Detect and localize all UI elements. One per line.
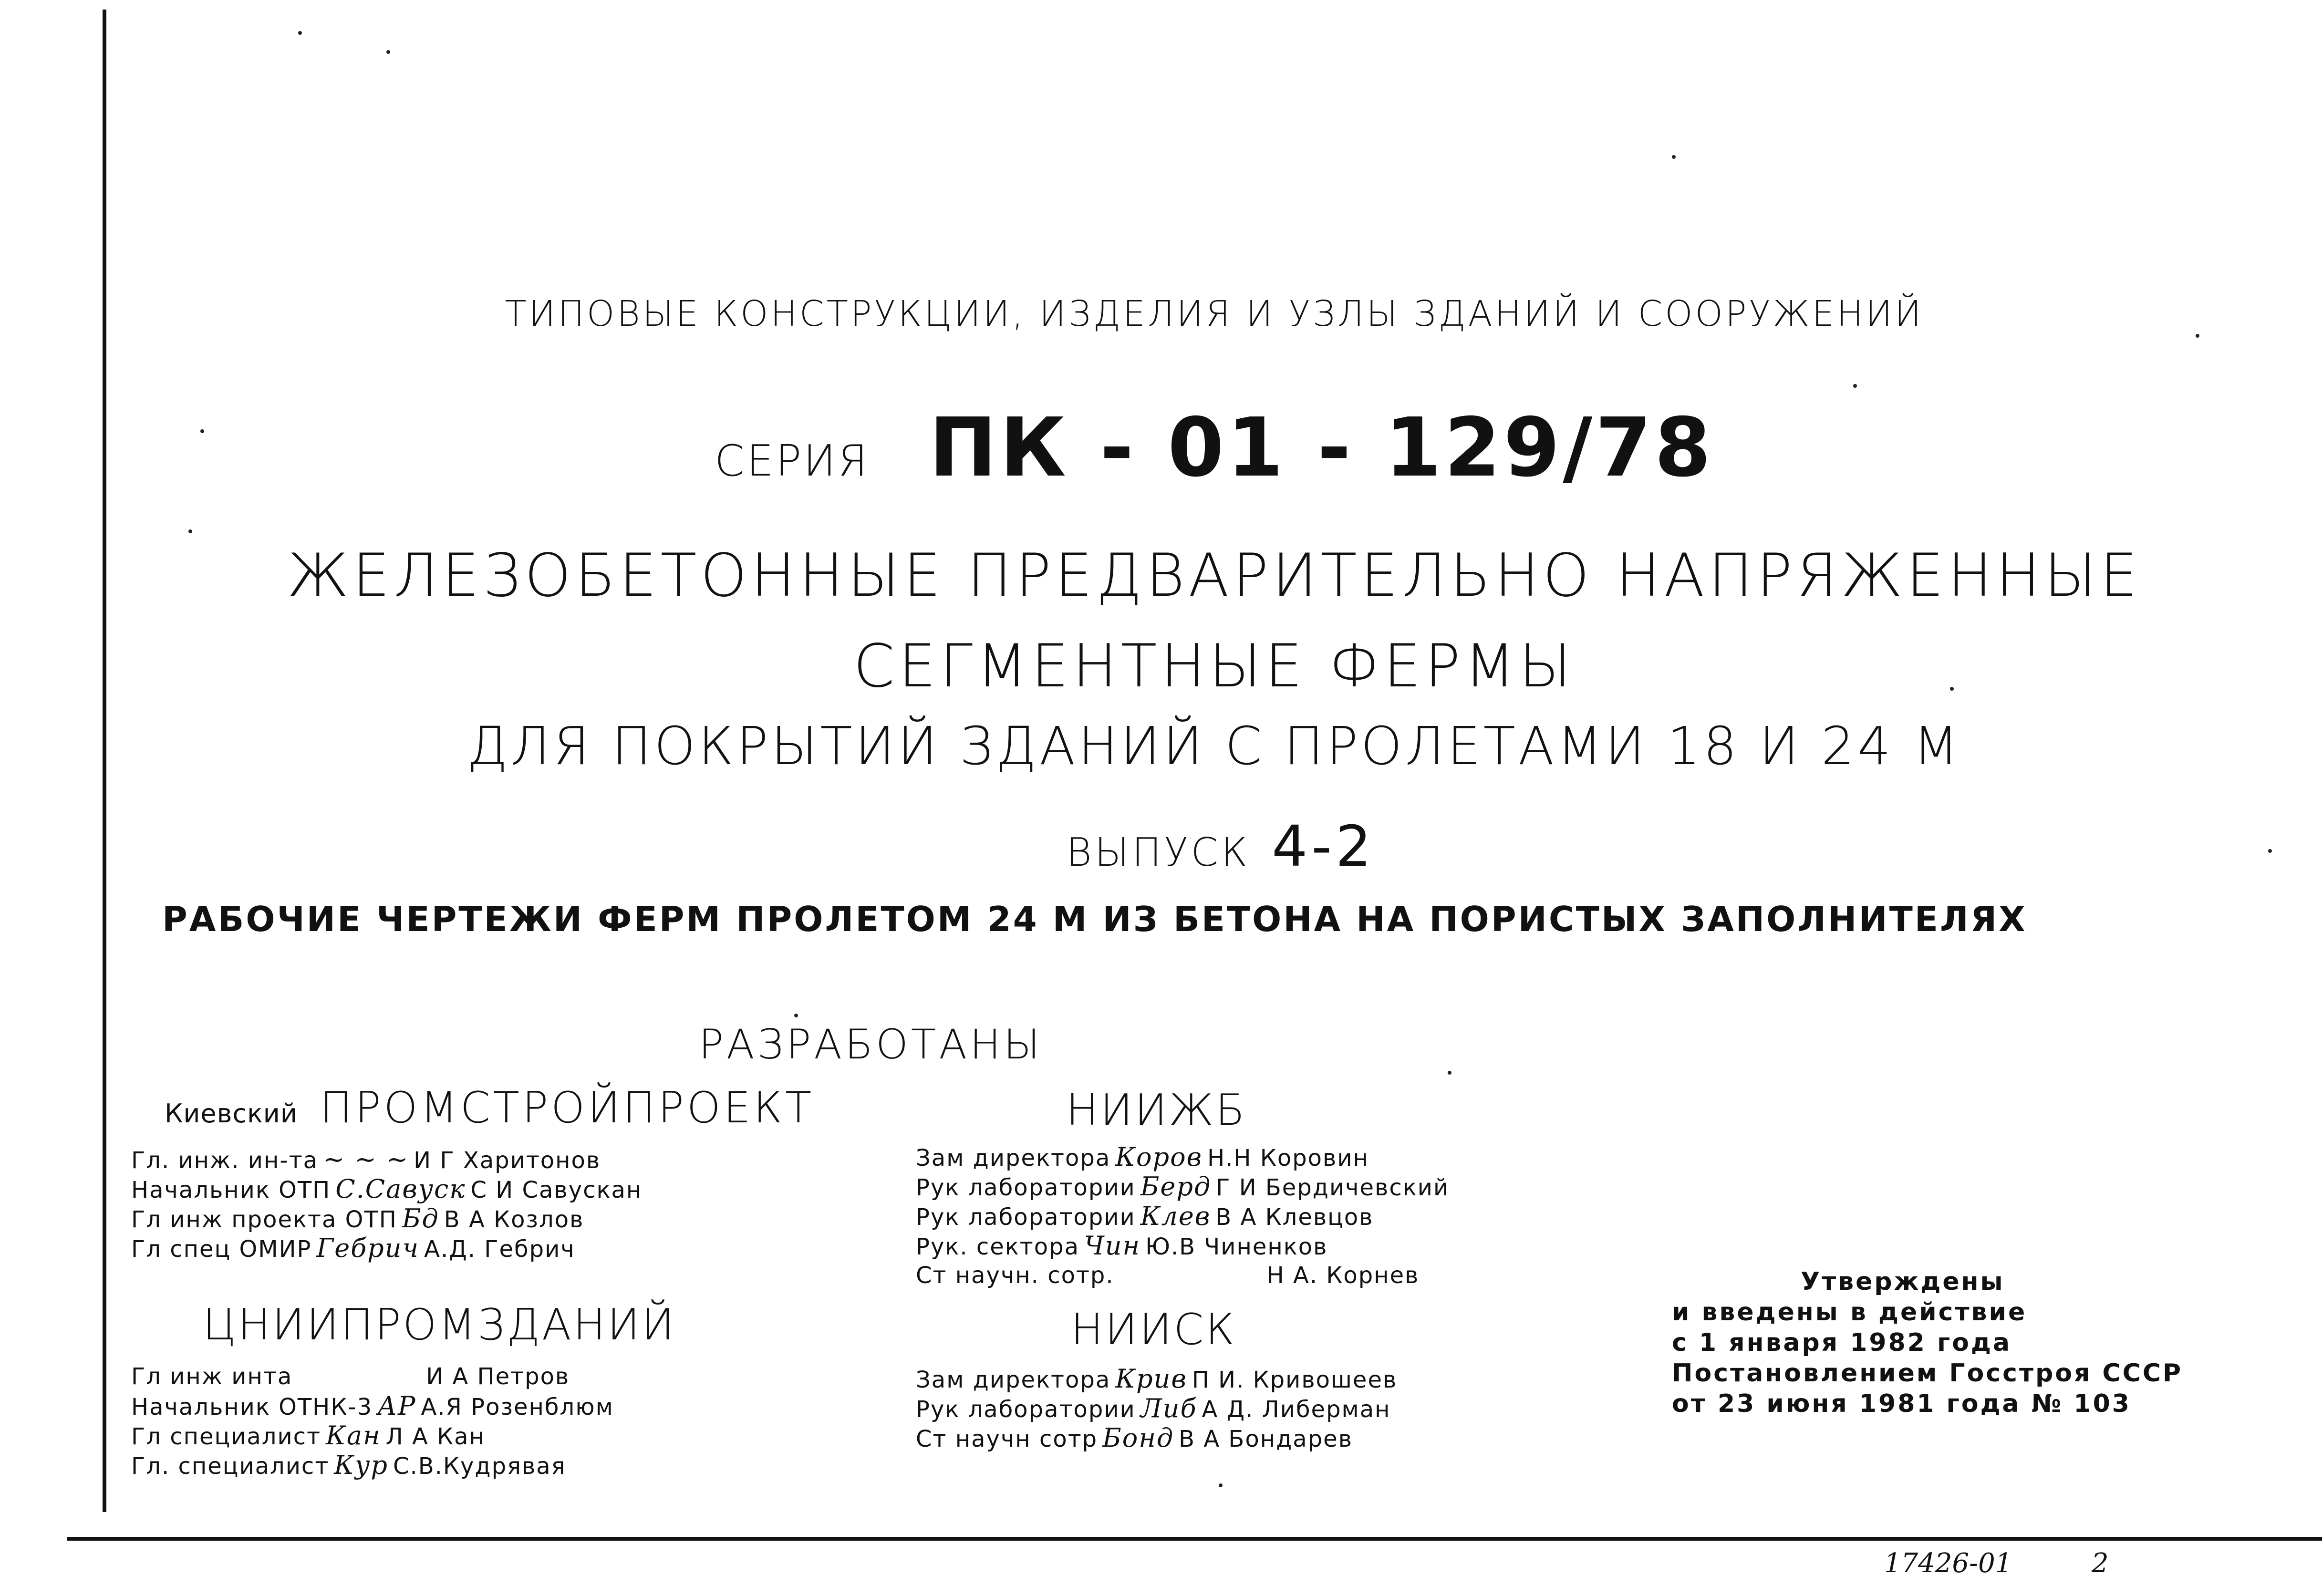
person-name: С И Савускан (470, 1177, 643, 1203)
org-niisk-title: НИИСК (1071, 1305, 1237, 1355)
approval-line: с 1 января 1982 года (1672, 1328, 2012, 1357)
approval-block (1672, 1266, 2183, 1419)
series-heading (106, 401, 2322, 495)
person-row (916, 1142, 1449, 1172)
person-role: Гл инж проекта ОТП (131, 1206, 397, 1233)
person-row (131, 1204, 642, 1233)
speck (298, 31, 302, 35)
title-line-3: ДЛЯ ПОКРЫТИЙ ЗДАНИЙ С ПРОЛЕТАМИ 18 И 24 М (467, 715, 1961, 777)
person-row (131, 1174, 642, 1204)
speck (1448, 1071, 1451, 1075)
person-role: Начальник ОТНК-3 (131, 1394, 373, 1420)
approval-line: Постановлением Госстроя СССР (1672, 1359, 2183, 1388)
signature: Кан (326, 1420, 381, 1451)
series-label: СЕРИЯ (715, 436, 870, 486)
person-row (131, 1421, 614, 1451)
document-code: 17426-01 (1884, 1548, 2012, 1579)
signature: Чин (1084, 1231, 1141, 1261)
speck (1219, 1483, 1223, 1487)
person-name: И Г Харитонов (414, 1147, 601, 1174)
issue-label: ВЫПУСК (1066, 830, 1251, 875)
org-tsnii-people (131, 1362, 614, 1480)
org-promstroy-prefix: Киевский (165, 1099, 298, 1129)
org-tsnii-title: ЦНИИПРОМЗДАНИЙ (203, 1300, 676, 1350)
signature: Клев (1140, 1201, 1211, 1231)
person-name: Г И Бердичевский (1216, 1174, 1450, 1201)
person-row (131, 1391, 614, 1421)
person-row (916, 1261, 1449, 1290)
signature: Коров (1115, 1142, 1203, 1172)
org-niizhb-title: НИИЖБ (1066, 1085, 1247, 1135)
issue-number: 4-2 (1272, 813, 1376, 879)
title-line-2: СЕГМЕНТНЫЕ ФЕРМЫ (853, 632, 1575, 701)
speck (386, 50, 390, 54)
person-role: Ст научн сотр (916, 1426, 1098, 1452)
person-row (916, 1394, 1397, 1423)
person-role: Зам директора (916, 1145, 1111, 1171)
person-role: Зам директора (916, 1367, 1111, 1393)
signature: Либ (1140, 1393, 1197, 1423)
signature: Кур (334, 1450, 388, 1480)
signature: ~ ~ ~ (323, 1144, 409, 1174)
page-number: 2 (2092, 1548, 2109, 1579)
person-role: Рук. сектора (916, 1233, 1079, 1260)
person-name: С.В.Кудрявая (393, 1453, 566, 1480)
speck (1853, 384, 1857, 388)
person-name: В А Бондарев (1179, 1426, 1353, 1452)
signature: Берд (1140, 1171, 1212, 1202)
person-role: Гл инж инта (131, 1363, 293, 1390)
person-row (131, 1233, 642, 1263)
person-role: Гл. инж. ин-та (131, 1147, 319, 1174)
speck (794, 1014, 798, 1017)
frame-left-border (103, 10, 106, 1512)
person-role: Начальник ОТП (131, 1177, 331, 1203)
person-name: А.Д. Гебрич (424, 1236, 575, 1263)
signature: Крив (1115, 1364, 1187, 1394)
speck (188, 529, 192, 533)
approval-line: Утверждены (1801, 1267, 2005, 1296)
signature: АР (377, 1391, 416, 1421)
org-niisk-people (916, 1364, 1397, 1453)
person-role: Рук лаборатории (916, 1396, 1136, 1423)
developed-by: РАЗРАБОТАНЫ (699, 1021, 1043, 1068)
person-row (916, 1172, 1449, 1202)
person-name: Н А. Корнев (1266, 1262, 1420, 1289)
category-line: ТИПОВЫЕ КОНСТРУКЦИИ, ИЗДЕЛИЯ И УЗЛЫ ЗДАНИЙ И СООРУЖЕНИЙ (505, 293, 1924, 334)
person-name: А.Я Розенблюм (421, 1394, 614, 1420)
person-name: Н.Н Коровин (1207, 1145, 1369, 1171)
org-promstroy-title (165, 1083, 814, 1133)
signature: Бд (402, 1203, 439, 1233)
speck (2196, 334, 2199, 338)
person-row (916, 1202, 1449, 1231)
org-promstroy-name: ПРОМСТРОЙПРОЕКТ (320, 1083, 815, 1133)
person-name: А Д. Либерман (1202, 1396, 1391, 1423)
person-name: И А Петров (426, 1363, 570, 1390)
person-row (916, 1231, 1449, 1261)
person-role: Гл. специалист (131, 1453, 330, 1480)
org-promstroy-people (131, 1145, 642, 1263)
subtitle: РАБОЧИЕ ЧЕРТЕЖИ ФЕРМ ПРОЛЕТОМ 24 М ИЗ БЕТОНА НА ПОРИСТЫХ ЗАПОЛНИТЕЛЯХ (162, 899, 2027, 939)
signature: Гебрич (316, 1233, 420, 1263)
person-row (131, 1145, 642, 1174)
person-row (916, 1423, 1397, 1453)
person-role: Ст научн. сотр. (916, 1262, 1114, 1289)
person-name: Ю.В Чиненков (1145, 1233, 1328, 1260)
approval-line: и введены в действие (1672, 1298, 2027, 1327)
signature: С.Савуск (335, 1174, 466, 1204)
issue-heading (1066, 813, 1375, 879)
person-row (131, 1362, 614, 1391)
person-name: В А Клевцов (1215, 1204, 1374, 1231)
person-role: Рук лаборатории (916, 1174, 1136, 1201)
person-role: Гл специалист (131, 1423, 321, 1450)
series-code: ПК - 01 - 129/78 (929, 401, 1714, 495)
signature: Бонд (1102, 1423, 1174, 1453)
person-row (916, 1364, 1397, 1394)
person-row (131, 1451, 614, 1480)
person-role: Рук лаборатории (916, 1204, 1136, 1231)
frame-bottom-border (67, 1537, 2322, 1541)
approval-line: от 23 июня 1981 года № 103 (1672, 1389, 2131, 1418)
person-role: Гл спец ОМИР (131, 1236, 312, 1263)
speck (1672, 155, 1676, 159)
person-name: П И. Кривошеев (1192, 1367, 1398, 1393)
title-line-1: ЖЕЛЕЗОБЕТОННЫЕ ПРЕДВАРИТЕЛЬНО НАПРЯЖЕННЫЕ (287, 541, 2142, 610)
person-name: Л А Кан (385, 1423, 485, 1450)
person-name: В А Козлов (444, 1206, 584, 1233)
speck (2268, 849, 2272, 853)
org-niizhb-people (916, 1142, 1449, 1290)
